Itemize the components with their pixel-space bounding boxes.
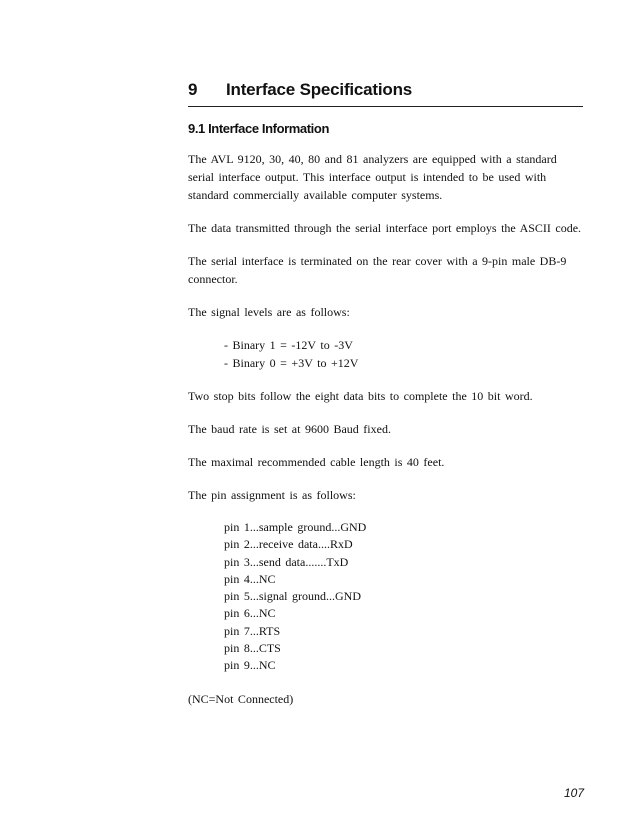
text-line: The AVL 9120, 30, 40, 80 and 81 analyzers are equipped with a standard: [188, 152, 557, 166]
text-line: The baud rate is set at 9600 Baud fixed.: [188, 422, 391, 436]
heading-divider: [188, 106, 583, 107]
chapter-heading: [188, 80, 583, 100]
signal-levels-intro: [188, 303, 588, 321]
text-line: The data transmitted through the serial interface port employs the ASCII code.: [188, 221, 582, 235]
list-item: - Binary 1 = -12V to -3V: [224, 338, 353, 352]
text-line: serial interface output. This interface output is intended to be used with: [188, 170, 547, 184]
cable-length-paragraph: [188, 453, 588, 471]
pin-assignment-intro: [188, 486, 588, 504]
list-item: pin 2...receive data....RxD: [224, 537, 353, 552]
chapter-title: Interface Specifications: [226, 80, 413, 99]
text-line: The signal levels are as follows:: [188, 305, 350, 319]
connector-paragraph: [188, 252, 588, 288]
list-item: pin 1...sample ground...GND: [224, 520, 367, 534]
page-number: 107: [563, 786, 584, 800]
text-line: The pin assignment is as follows:: [188, 488, 356, 502]
list-item: - Binary 0 = +3V to +12V: [224, 356, 359, 370]
signal-levels-list: [224, 336, 588, 372]
footnote: [188, 690, 588, 708]
list-item: pin 4...NC: [224, 571, 276, 586]
pin-assignment-list: [224, 519, 588, 675]
list-item: pin 3...send data.......TxD: [224, 554, 349, 569]
list-item: pin 9...NC: [224, 658, 276, 673]
list-item: pin 5...signal ground...GND: [224, 589, 361, 604]
body-text: [188, 150, 588, 723]
baud-rate-paragraph: [188, 420, 588, 438]
list-item: pin 6...NC: [224, 606, 276, 621]
list-item: pin 8...CTS: [224, 641, 281, 656]
stop-bits-paragraph: [188, 387, 588, 405]
ascii-paragraph: [188, 219, 588, 237]
list-item: pin 7...RTS: [224, 623, 281, 638]
text-line: The maximal recommended cable length is 40 feet.: [188, 455, 445, 469]
section-heading: 9.1 Interface Information: [188, 121, 329, 136]
text-line: The serial interface is terminated on the rear cover with a 9-pin male DB-9: [188, 254, 567, 268]
text-line: connector.: [188, 272, 238, 286]
text-line: Two stop bits follow the eight data bits to complete the 10 bit word.: [188, 389, 533, 403]
chapter-number: 9: [188, 80, 198, 99]
intro-paragraph: [188, 150, 588, 204]
text-line: standard commercially available computer systems.: [188, 188, 443, 202]
text-line: (NC=Not Connected): [188, 691, 294, 706]
